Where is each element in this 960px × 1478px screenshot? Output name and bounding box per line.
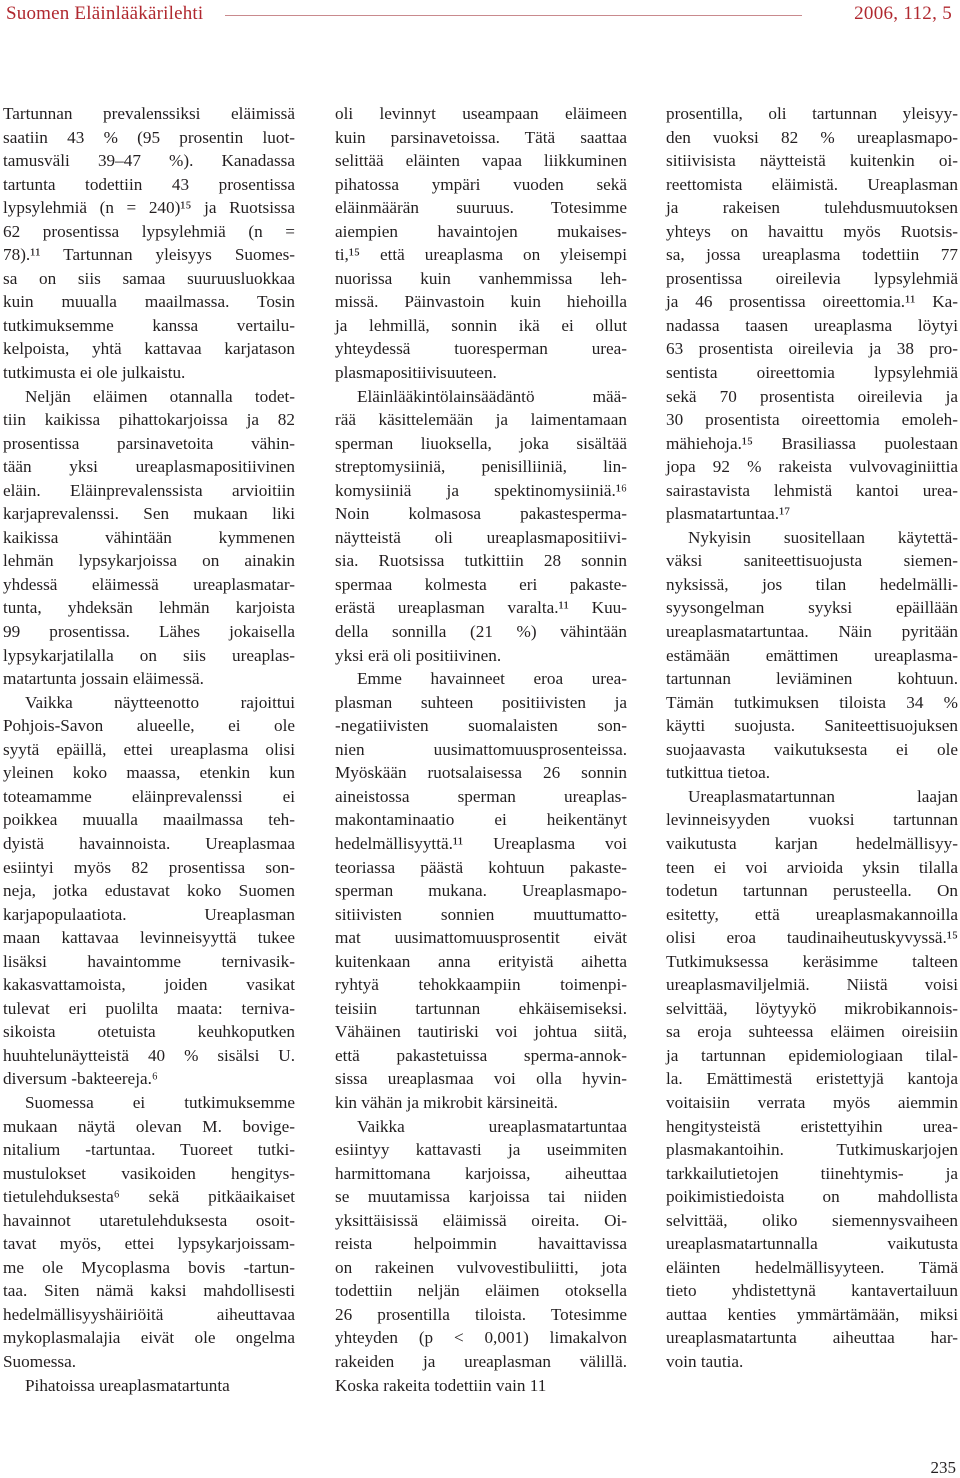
text-line: se muutamissa karjoissa tai niiden [335, 1187, 627, 1207]
text-line: ureaplasmatartunta aiheuttaa har- [666, 1328, 958, 1348]
text-line: sairastavista lehmistä kantoi urea- [666, 480, 958, 500]
text-line: reettomista eläimistä. Ureaplasman [666, 174, 958, 194]
text-line: todetun tartunnan perusteella. On [666, 881, 958, 901]
text-line: tarkkailutietojen tiinehtymis- ja [666, 1163, 958, 1183]
text-line: tieto yhdistettynä kantavertailuun [666, 1281, 958, 1301]
column-2 [335, 102, 627, 1397]
paragraph [666, 102, 958, 526]
text-line: plasmatartuntaa.¹⁷ [666, 504, 791, 524]
text-line: sissa ureaplasmaa voi olla hyvin- [335, 1069, 627, 1089]
text-line: plasmapositiivisuuteen. [335, 363, 497, 383]
text-line: Suomessa ei tutkimuksemme [25, 1092, 295, 1112]
text-line: yhdessä eläimessä ureaplasmatar- [3, 574, 295, 594]
text-line: Nykyisin suositellaan käytettä- [688, 527, 958, 547]
text-line: dyistä havainnoista. Ureaplasmaa [3, 833, 295, 853]
text-line: käytti suojusta. Saniteettisuojuksen [666, 716, 958, 736]
text-line: väksi saniteettisuojusta siemen- [666, 551, 958, 571]
text-line: poikkea muualla maailmassa teh- [3, 810, 295, 830]
paragraph [3, 691, 295, 1091]
text-line: mukaan näytä olevan M. bovige- [3, 1116, 295, 1136]
text-line: on rakeinen vulvovestibuliitti, jota [335, 1257, 627, 1277]
text-line: esiintyi myös 82 prosentissa son- [3, 857, 295, 877]
text-line: syytä epäillä, ettei ureaplasma olisi [3, 739, 295, 759]
paragraph [335, 1115, 627, 1398]
text-line: prosentilla, oli tartunnan yleisyy- [666, 104, 958, 123]
text-line: teoriassa päästä kohtuun pakaste- [335, 857, 627, 877]
text-line: eläin. Eläinprevalenssista arvioitiin [3, 480, 295, 500]
text-line: esitetty, että ureaplasmakannoilla [666, 904, 958, 924]
text-line: aiempien havaintojen mukaises- [335, 221, 627, 241]
text-line: Myöskään ruotsalaisessa 26 sonnin [335, 763, 627, 783]
text-line: harmittomana karjoissa, aiheuttaa [335, 1163, 627, 1183]
text-line: ureaplasmatartuntaa. Näin pyritään [666, 622, 958, 642]
text-line: della sonnilla (21 %) vähintään [335, 622, 627, 642]
text-line: teisiin tartunnan ehkäisemiseksi. [335, 998, 627, 1018]
text-line: sitiivisista näytteistä kuitenkin oi- [666, 151, 958, 171]
text-line: saatiin 43 % (95 prosentin luot- [3, 127, 295, 147]
text-line: mustulokset vasikoiden hengitys- [3, 1163, 295, 1183]
text-line: 63 prosentista oireilevia ja 38 pro- [666, 339, 958, 359]
text-line: sia. Ruotsissa tutkittiin 28 sonnin [335, 551, 627, 571]
text-line: estämään emättimen ureaplasma- [666, 645, 958, 665]
text-line: erästä ureaplasman varalta.¹¹ Kuu- [335, 598, 627, 618]
text-line: maan kattavaa levinneisyyttä tukee [3, 928, 295, 948]
text-line: Ureaplasmatartunnan laajan [688, 786, 958, 806]
text-line: rää käsittelemään ja laimentamaan [335, 410, 627, 430]
text-line: että pakastetuissa sperma-annok- [335, 1045, 627, 1065]
text-line: komysiiniä ja spektinomysiiniä.¹⁶ [335, 480, 627, 500]
text-line: karjaprevalenssi. Sen mukaan liki [3, 504, 295, 524]
text-line: Emme havainneet eroa urea- [357, 669, 627, 689]
issue-info: 2006, 112, 5 [854, 3, 952, 24]
text-line: lisäksi havaintomme ternivasik- [3, 951, 295, 971]
text-line: taa. Siten nämä kaksi mahdollisesti [3, 1281, 295, 1301]
text-line: selvittää, oliko siemennysvaiheen [666, 1210, 958, 1230]
text-line: lypsylehmiä (n = 240)¹⁵ ja Ruotsissa [3, 198, 295, 218]
column-3 [666, 102, 958, 1374]
text-line: mat uusimattomuusprosentit eivät [335, 928, 627, 948]
text-line: nien uusimattomuusprosenteissa. [335, 739, 627, 759]
text-line: Vaikka ureaplasmatartuntaa [357, 1116, 627, 1136]
text-line: todettiin neljän eläimen otoksella [335, 1281, 627, 1301]
text-line: ryhtyä tehokkaampiin toimenpi- [335, 975, 627, 995]
text-line: nuorissa kuin vanhemmissa leh- [335, 268, 627, 288]
text-line: eläinmäärän suuruus. Totesimme [335, 198, 627, 218]
text-line: teen ei voi arvioida yksin tilalla [666, 857, 958, 877]
text-line: prosentissa oireilevia lypsylehmiä [666, 268, 958, 288]
text-line: tiin kaikissa pihattokarjoissa ja 82 [3, 410, 295, 430]
text-line: ti,¹⁵ että ureaplasma on yleisempi [335, 245, 627, 265]
text-line: mykoplasmalajia eivät ole ongelma [3, 1328, 295, 1348]
text-line: mähiehoja.¹⁵ Brasiliassa puolestaan [666, 433, 958, 453]
text-line: Tutkimuksessa keräsimme talteen [666, 951, 958, 971]
text-line: tietulehduksesta⁶ sekä pitkäaikaiset [3, 1187, 295, 1207]
text-line: hedelmällisyyshäiriöitä aiheuttavaa [3, 1304, 295, 1324]
text-line: yksi erä oli positiivinen. [335, 645, 502, 665]
text-line: kuin muualla maailmassa. Tosin [3, 292, 295, 312]
text-line: eläinten hedelmällisyyteen. Tämä [666, 1257, 958, 1277]
text-line: lehmän lypsykarjoissa on ainakin [3, 551, 295, 571]
text-line: ja rakeisen tulehdusmuutoksen [666, 198, 958, 218]
text-line: sa on siis samaa suuruusluokkaa [3, 268, 295, 288]
text-line: yhteydessä tuoresperman urea- [335, 339, 627, 359]
text-line: yhteys on havaittu myös Ruotsis- [666, 221, 958, 241]
text-line: yleinen koko maassa, etenkin kun [3, 763, 295, 783]
text-line: tään yksi ureaplasmapositiivinen [3, 457, 295, 477]
text-line: Tämän tutkimuksen tiloista 34 % [666, 692, 958, 712]
text-line: voin tautia. [666, 1351, 744, 1371]
text-line: Noin kolmasosa pakastesperma- [335, 504, 627, 524]
text-line: kuin parsinavetoissa. Tätä saattaa [335, 127, 627, 147]
page-number: 235 [930, 1458, 956, 1477]
paragraph [3, 1091, 295, 1374]
paragraph [335, 385, 627, 668]
text-line: 99 prosentissa. Lähes jokaisella [3, 622, 295, 642]
text-line: esiintyy kattavasti ja useimmiten [335, 1140, 627, 1160]
paragraph [666, 526, 958, 785]
text-line: yksittäisissä eläimissä oireita. Oi- [335, 1210, 627, 1230]
paragraph [3, 385, 295, 691]
text-line: huuhtelunäytteistä 40 % sisälsi U. [3, 1045, 295, 1065]
text-line: sa, jossa ureaplasma todettiin 77 [666, 245, 958, 265]
paragraph [335, 102, 627, 385]
text-line: yhteyden (p < 0,001) limakalvon [335, 1328, 627, 1348]
text-line: levinneisyyden vuoksi tartunnan [666, 810, 958, 830]
running-header [0, 0, 960, 30]
text-line: -negatiivisten suomalaisten son- [335, 716, 627, 736]
text-line: ja 46 prosentissa oireettomia.¹¹ Ka- [666, 292, 958, 312]
paragraph [666, 785, 958, 1374]
text-line: 78).¹¹ Tartunnan yleisyys Suomes- [3, 245, 295, 265]
text-line: kin vähän ja mikrobit kärsineitä. [335, 1092, 558, 1112]
text-line: reista helpoimmin havaittavissa [335, 1234, 627, 1254]
text-line: selittää eläinten vapaa liikkuminen [335, 151, 627, 171]
text-line: karjapopulaatiota. Ureaplasman [3, 904, 295, 924]
text-line: nyksissä, jos tilan hedelmälli- [666, 574, 958, 594]
text-line: jopa 92 % rakeista vulvovaginiittia [666, 457, 958, 477]
text-line: syysongelman syyksi epäillään [666, 598, 958, 618]
text-line: sa eroja suhteessa eläimen oireisiin [666, 1022, 958, 1042]
paragraph [3, 1374, 295, 1398]
text-line: plasman suhteen positiivisten ja [335, 692, 627, 712]
text-line: sperman liuoksella, joka sisältää [335, 433, 627, 453]
text-line: plasmakantoihin. Tutkimuskarjojen [666, 1140, 958, 1160]
text-line: sperman mukana. Ureaplasmapo- [335, 881, 627, 901]
text-line: tulevat eri puolilta maata: terniva- [3, 998, 295, 1018]
text-line: Eläinlääkintölainsäädäntö mää- [357, 386, 627, 406]
text-line: sikoista otetuista keuhkoputken [3, 1022, 295, 1042]
text-line: tamusväli 39–47 %). Kanadassa [3, 151, 295, 171]
text-line: Neljän eläimen otannalla todet- [25, 386, 295, 406]
text-line: prosentissa parsinavetoita vähin- [3, 433, 295, 453]
text-line: Koska rakeita todettiin vain 11 [335, 1375, 547, 1395]
column-1 [3, 102, 295, 1397]
text-line: olisi eroa taudinaiheutuskyvyssä.¹⁵ [666, 928, 958, 948]
text-line: tartunnan leviäminen kohtuun. [666, 669, 958, 689]
text-line: streptomysiiniä, penisilliiniä, lin- [335, 457, 627, 477]
text-line: tartunta todettiin 43 prosentissa [3, 174, 295, 194]
text-line: den vuoksi 82 % ureaplasmapo- [666, 127, 958, 147]
text-line: oli levinnyt useampaan eläimeen [335, 104, 627, 123]
text-line: sitiivisten sonnien muuttumatto- [335, 904, 627, 924]
text-line: tutkimuksemme kanssa vertailu- [3, 315, 295, 335]
text-line: Suomessa. [3, 1351, 77, 1371]
text-line: 26 prosentilla tiloista. Totesimme [335, 1304, 627, 1324]
text-line: rakeiden ja ureaplasman välillä. [335, 1351, 627, 1371]
text-line: nadassa taasen ureaplasma löytyi [666, 315, 958, 335]
text-line: kelpoista, yhtä kattavaa karjatason [3, 339, 295, 359]
text-line: vaikutusta karjan hedelmällisyy- [666, 833, 958, 853]
text-line: la. Emättimestä eristettyjä kantoja [666, 1069, 958, 1089]
text-line: lypsykarjatilalla on siis ureaplas- [3, 645, 295, 665]
text-line: Vaikka näytteenotto rajoittui [25, 692, 295, 712]
text-line: ja lehmillä, sonnin ikä ei ollut [335, 315, 627, 335]
text-line: tavat myös, ettei lypsykarjoissam- [3, 1234, 295, 1254]
paragraph [335, 667, 627, 1114]
text-line: tunta, yhdeksän lehmän karjoista [3, 598, 295, 618]
text-line: 30 prosentista oireettomia emoleh- [666, 410, 958, 430]
text-line: spermaa kolmesta eri pakaste- [335, 574, 627, 594]
text-line: matartunta jossain eläimessä. [3, 669, 204, 689]
text-line: makontaminaatio ei heikentänyt [335, 810, 627, 830]
text-line: diversum -bakteereja.⁶ [3, 1069, 158, 1089]
text-line: ureaplasmatartunnalla vaikutusta [666, 1234, 958, 1254]
text-line: näytteistä oli ureaplasmapositiivi- [335, 527, 627, 547]
text-line: havainnot utaretulehduksesta osoit- [3, 1210, 295, 1230]
text-line: selvittää, löytyykö mikrobikannois- [666, 998, 958, 1018]
text-line: Tartunnan prevalenssiksi eläimissä [3, 104, 295, 123]
text-line: nitalium -tartuntaa. Tuoreet tutki- [3, 1140, 295, 1160]
text-line: aineistossa sperman ureaplas- [335, 786, 627, 806]
text-line: tutkimusta ei ole julkaistu. [3, 363, 186, 383]
journal-title: Suomen Eläinlääkärilehti [6, 3, 204, 24]
text-line: sekä 70 prosentista oireilevia ja [666, 386, 958, 406]
text-line: auttaa kenties ymmärtämään, miksi [666, 1304, 958, 1324]
text-line: Vähäinen tautiriski voi johtua siitä, [335, 1022, 627, 1042]
text-line: Pihatoissa ureaplasmatartunta [25, 1375, 230, 1395]
text-line: Pohjois-Savon alueelle, ei ole [3, 716, 295, 736]
text-line: poikimistiedoista on mahdollista [666, 1187, 958, 1207]
text-line: voitaisiin verrata myös aiemmin [666, 1092, 958, 1112]
text-line: me ole Mycoplasma bovis -tartun- [3, 1257, 295, 1277]
text-line: sentista oireettomia lypsylehmiä [666, 363, 958, 383]
text-line: ureaplasmaviljelmiä. Niistä voisi [666, 975, 958, 995]
text-line: neja, jotka edustavat koko Suomen [3, 881, 295, 901]
text-line: hengitysteistä eristettyihin urea- [666, 1116, 958, 1136]
text-line: missä. Päinvastoin kuin hiehoilla [335, 292, 627, 312]
text-line: kuitenkaan anna erityistä aihetta [335, 951, 627, 971]
text-line: pihatossa ympäri vuoden sekä [335, 174, 627, 194]
text-line: hedelmällisyyttä.¹¹ Ureaplasma voi [335, 833, 627, 853]
text-line: kakasvattamoista, joiden vasikat [3, 975, 295, 995]
header-rule [225, 15, 802, 16]
text-line: 62 prosentissa lypsylehmiä (n = [3, 221, 295, 241]
text-line: suojaavasta vaikutuksesta ei ole [666, 739, 958, 759]
paragraph [3, 102, 295, 385]
text-line: kaikissa vähintään kymmenen [3, 527, 295, 547]
text-line: tutkittua tietoa. [666, 763, 771, 783]
text-line: toteamamme eläinprevalenssi ei [3, 786, 295, 806]
text-line: ja tartunnan epidemiologiaan tilal- [666, 1045, 958, 1065]
